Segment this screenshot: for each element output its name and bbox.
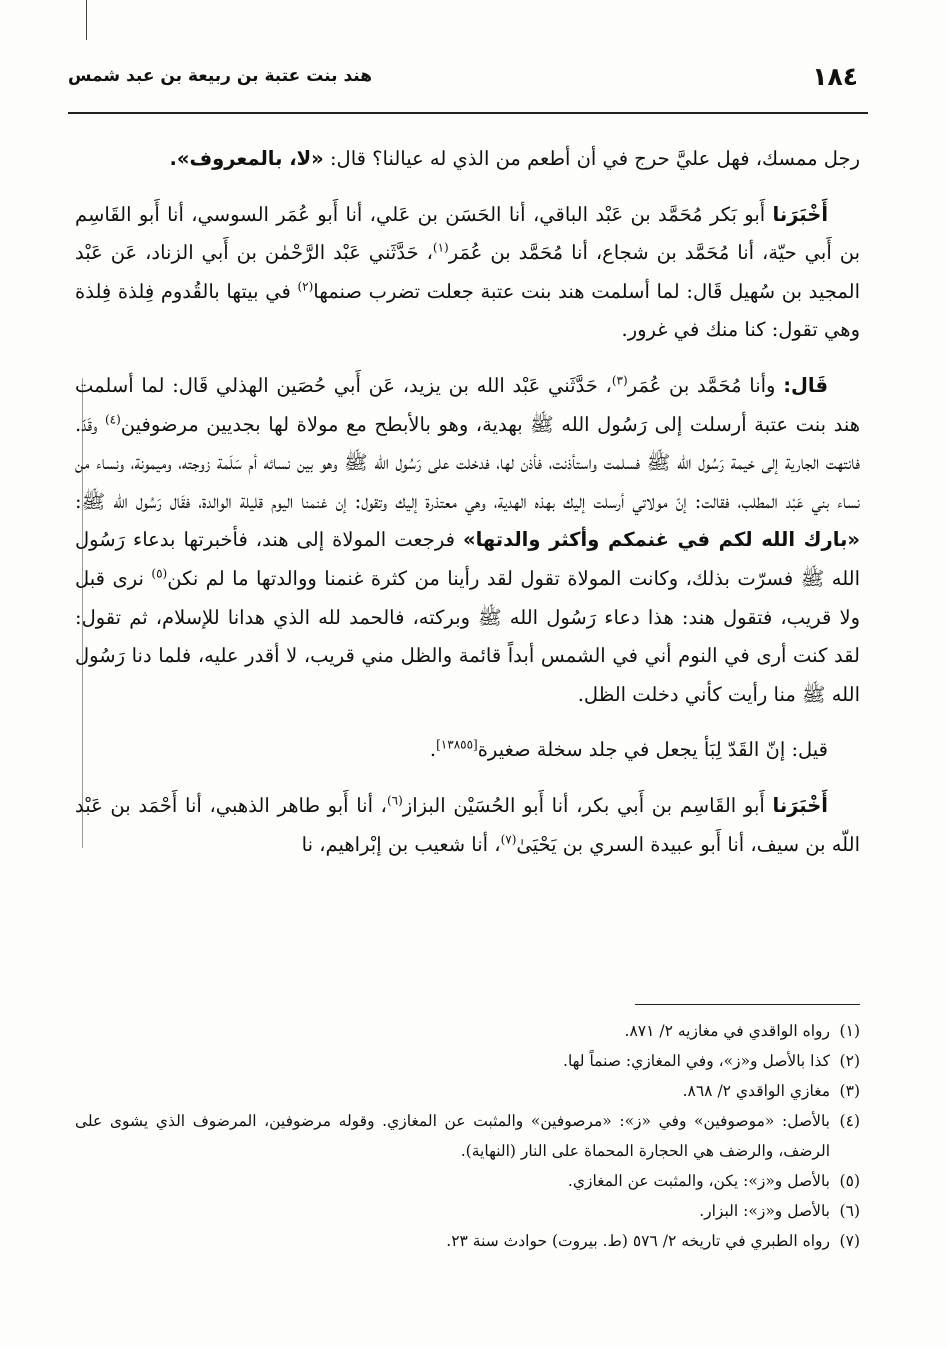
header-rule: [68, 112, 868, 114]
margin-line: [86, 0, 87, 40]
footnote-text: بالأصل و«ز»: البزار.: [699, 1202, 830, 1220]
text-run: قيل: إنّ القَدّ لِبَأ يجعل في جلد سخلة صغيرة: [477, 738, 828, 762]
footnote-text: رواه الواقدي في مغازيه ٢/ ٨٧١.: [624, 1022, 830, 1040]
footnote-number: (٥): [839, 1172, 860, 1190]
footnote: [75, 1016, 860, 1046]
text-run: ، أنا أَبو طاهر الذهبي، أنا أَحْمَد بن عَبْد اللّه بن سيف، أنا أَبو عبيدة السري بن يَحْيَىٰ: [75, 793, 860, 856]
footnote-text: مغازي الواقدي ٢/ ٨٦٨.: [682, 1082, 830, 1100]
hadith-quote: «لا، بالمعروف».: [169, 147, 324, 170]
lead-word: قَال:: [783, 373, 828, 397]
footnote: [75, 1166, 860, 1196]
footnote-text: رواه الطبري في تاريخه ٢/ ٥٧٦ (ط. بيروت) حوادث سنة ٢٣.: [446, 1232, 830, 1250]
footnote-rule: [635, 1004, 860, 1005]
main-text: [75, 140, 860, 881]
text-run: فرجعت المولاة إلى هند، فأخبرتها بدعاء رَسُول الله ﷺ فسرّت بذلك، وكانت المولاة تقول لقد رأينا من كثرة غنمنا ووالدتها ما لم نكن: [75, 528, 861, 590]
footnote-number: (٤): [839, 1112, 860, 1130]
text-run: أَبو بَكر مُحَمَّد بن عَبْد الباقي، أنا الحَسَن بن عَلي، أنا أَبو عُمَر السوسي، أنا أَبو القَاسِم بن أَبي حيّة، أنا مُحَمَّد بن شجاع، أنا مُحَمَّد بن عُمَر: [75, 202, 860, 265]
text-run: في بيتها بالقُدوم فِلذة فِلذة وهي تقول: كنا منك في غرور.: [75, 279, 860, 342]
footnote-text: بالأصل: «موصوفين» وفي «ز»: «مرصوفين» والمثبت عن المغازي. وقوله مرضوفين، المرضوف الذي يشوى على الرضف، والرضف هي الحجارة المحماة على النار (النهاية).: [75, 1112, 830, 1160]
text-run: أَبو القَاسِم بن أَبي بكر، أنا أَبو الحُسَيْن البزاز: [402, 793, 765, 817]
footnote-ref[interactable]: (٧): [500, 832, 517, 846]
text-run: نرى قبل ولا قريب، فتقول هند: هذا دعاء رَسُول الله ﷺ وبركته، فالحمد لله الذي هدانا للإسلام، ثم تقول: لقد كنت أرى في النوم أني في الشمس أبداً قائمة والظل مني قريب، لا أقدر عليه، فلما دنا رَسُول الله ﷺ منا رأيت كأني دخلت الظل.: [75, 566, 860, 706]
page-header: [68, 62, 858, 102]
footnote-ref[interactable]: (٥): [151, 566, 168, 581]
footnote: [75, 1196, 860, 1226]
footnote-number: (٣): [839, 1082, 860, 1100]
paragraph: [75, 140, 860, 179]
footnote-text: بالأصل و«ز»: يكن، والمثبت عن المغازي.: [567, 1172, 830, 1190]
footnote: [75, 1226, 860, 1256]
text-run: ، حَدَّثَني عَبْد الله بن يزيد، عَن أَبي حُصَين الهذلي قَال: لما أسلمت هند بنت عتبة أرسلت إلى رَسُول الله ﷺ بهدية، وهو بالأبطح مع مولاة لها بجديين مرضوفين: [75, 373, 860, 436]
hadith-quote: «بارك الله لكم في غنمكم وأكثر والدتها»: [462, 528, 860, 552]
text-run: وأنا مُحَمَّد بن عُمَر: [627, 373, 776, 397]
footnote-ref[interactable]: (٤): [104, 412, 121, 427]
footnote-ref[interactable]: (٣): [611, 373, 628, 388]
footnotes: [75, 1016, 860, 1256]
footnote-ref[interactable]: (٢): [297, 279, 314, 294]
text-run: وقَدّ. فانتهت الجارية إلى خيمة رَسُول الله ﷺ فسلمت واستأذنت، فأذن لها، فدخلت على رَسُول الله ﷺ وهو بين نسائه أم سَلَمة زوجته، وميمونة، ونساء من نساء بني عَبْد المطلب، فقالت: إنّ مولاتي أرسلت إليك بهذه الهدية، وهي معتذرة إليك وتقول: إن غنمنا اليوم قليلة الوالدة، فقَال رَسُول الله ﷺ:: [75, 412, 860, 513]
footnote-text: كذا بالأصل و«ز»، وفي المغازي: صنماً لها.: [563, 1052, 830, 1070]
footnote-number: (٢): [839, 1052, 860, 1070]
text-run: ، أنا شعيب بن إبْراهيم، نا: [301, 832, 501, 856]
text-run: ، حَدَّثَني عَبْد الرَّحْمٰن بن أَبي الزناد، عَن عَبْد المجيد بن سُهيل قَال: لما أسلمت هند بنت عتبة جعلت تضرب صنمها: [75, 241, 861, 303]
footnote-ref[interactable]: (٦): [386, 793, 403, 808]
paragraph: [75, 787, 860, 864]
footnote: [75, 1076, 860, 1106]
lead-word: أَخْبَرَنا: [772, 793, 828, 817]
footnote: [75, 1106, 860, 1166]
hadith-number: [١٣٨٥٥]: [436, 737, 478, 752]
text-run: رجل ممسك، فهل عليَّ حرج في أن أطعم من الذي له عيالنا؟ قال:: [329, 147, 860, 170]
footnote-ref[interactable]: (١): [432, 240, 449, 255]
paragraph: [75, 367, 860, 714]
lead-word: أَخْبَرَنا: [772, 202, 829, 226]
footnote: [75, 1046, 860, 1076]
footnote-number: (٧): [839, 1232, 860, 1250]
footnote-number: (١): [839, 1022, 860, 1040]
running-title: هند بنت عتبة بن ربيعة بن عبد شمس: [68, 66, 372, 86]
paragraph: [75, 196, 860, 350]
paragraph: قيل: إنّ القَدّ لِبَأ يجعل في جلد سخلة صغيرة[١٣٨٥٥].: [429, 737, 828, 762]
footnote-number: (٦): [839, 1202, 860, 1220]
page-number: ١٨٤: [812, 62, 858, 91]
